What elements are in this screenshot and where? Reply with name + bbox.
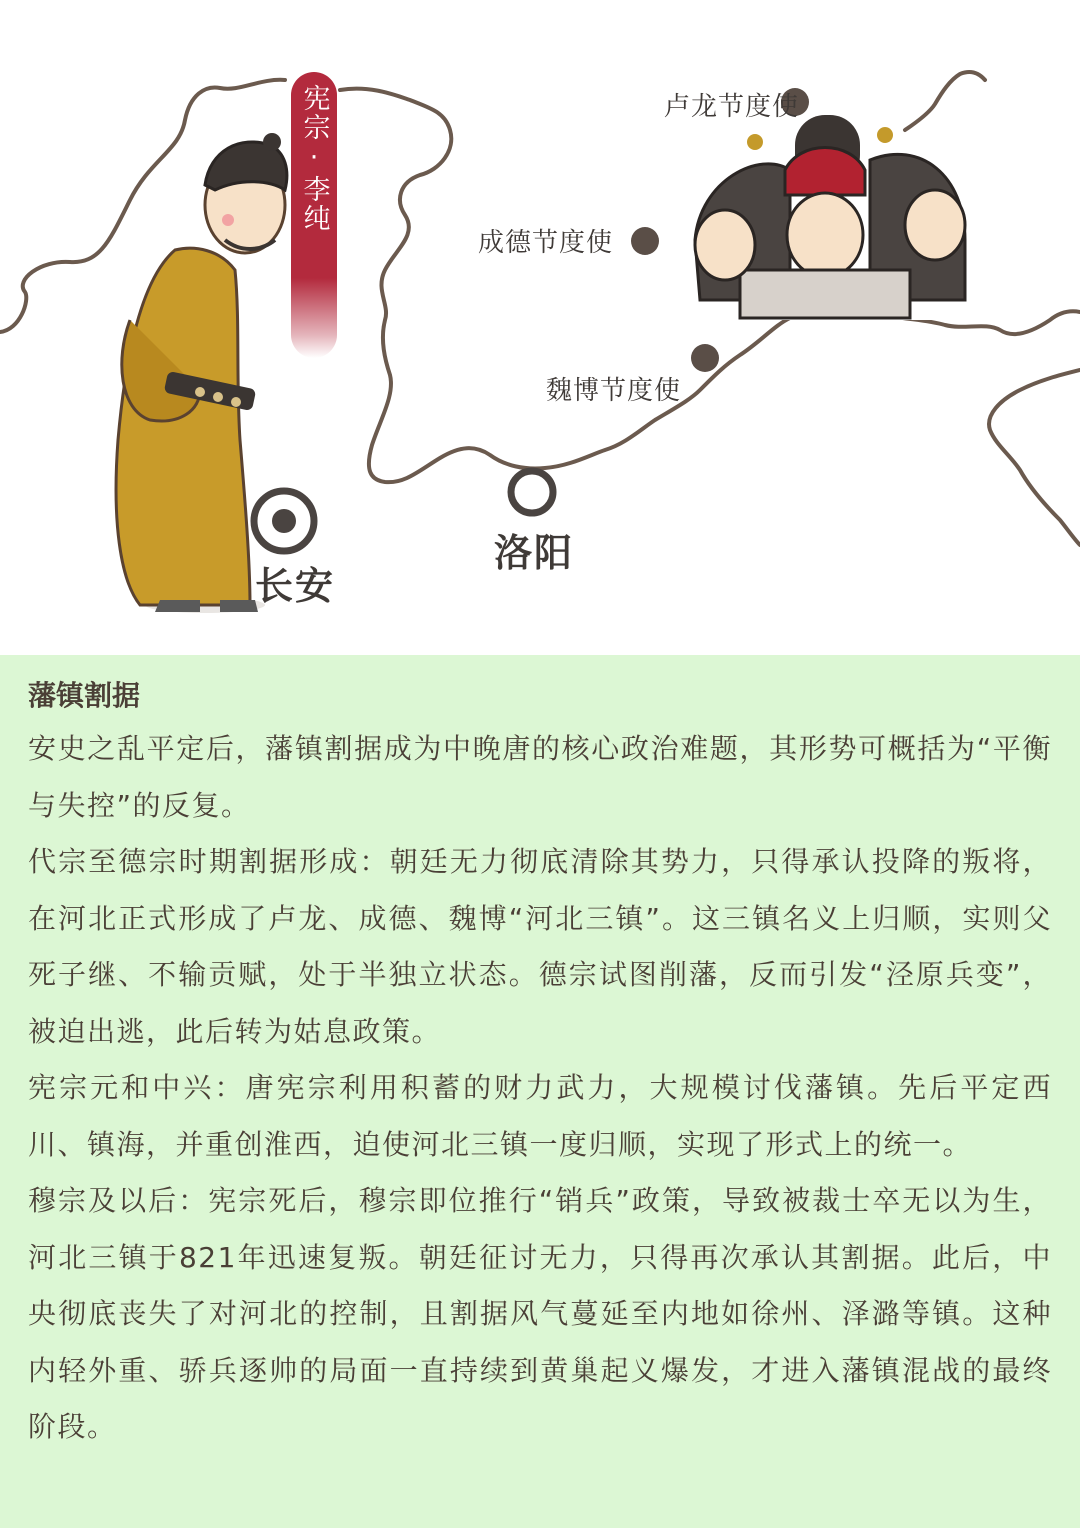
- border-line-northeast: [905, 72, 985, 130]
- map-illustration: [0, 0, 1080, 655]
- emperor-name-banner: [291, 72, 337, 358]
- article-paragraph-1: 安史之乱平定后，藩镇割据成为中晚唐的核心政治难题，其形势可概括为“平衡与失控”的反复。: [28, 732, 1052, 822]
- city-label-luoyang: 洛阳: [494, 531, 575, 575]
- label-chengde: 成德节度使: [478, 228, 614, 258]
- city-label-changan: 长安: [255, 564, 336, 608]
- article-panel: [0, 655, 1080, 1528]
- capital-marker-icon: [254, 491, 314, 551]
- city-marker-icon: [511, 471, 553, 513]
- coastline-southeast: [989, 370, 1080, 545]
- article-paragraph-2: 代宗至德宗时期割据形成：朝廷无力彻底清除其势力，只得承认投降的叛将，在河北正式形成了卢龙、成德、魏博“河北三镇”。这三镇名义上归顺，实则父死子继、不输贡赋，处于半独立状态。德宗试图削藩，反而引发“泾原兵变”，被迫出逃，此后转为姑息政策。: [28, 845, 1052, 1048]
- label-lulong: 卢龙节度使: [664, 92, 800, 122]
- emperor-name: 宪宗·李纯: [298, 84, 330, 233]
- soldiers-group: [680, 115, 1000, 320]
- region-dot-icon-weibo: [691, 344, 719, 372]
- region-dot-icon-chengde: [631, 227, 659, 255]
- article-paragraph-4: 穆宗及以后：宪宗死后，穆宗即位推行“销兵”政策，导致被裁士卒无以为生，河北三镇于821年迅速复叛。朝廷征讨无力，只得再次承认其割据。此后，中央彻底丧失了对河北的控制，且割据风气蔓延至内地如徐州、泽潞等镇。这种内轻外重、骄兵逐帅的局面一直持续到黄巢起义爆发，才进入藩镇混战的最终阶段。: [28, 1184, 1052, 1443]
- article-title: 藩镇割据: [28, 679, 141, 712]
- article-paragraph-3: 宪宗元和中兴：唐宪宗利用积蓄的财力武力，大规模讨伐藩镇。先后平定西川、镇海，并重创淮西，迫使河北三镇一度归顺，实现了形式上的统一。: [28, 1071, 1052, 1161]
- label-weibo: 魏博节度使: [546, 376, 682, 406]
